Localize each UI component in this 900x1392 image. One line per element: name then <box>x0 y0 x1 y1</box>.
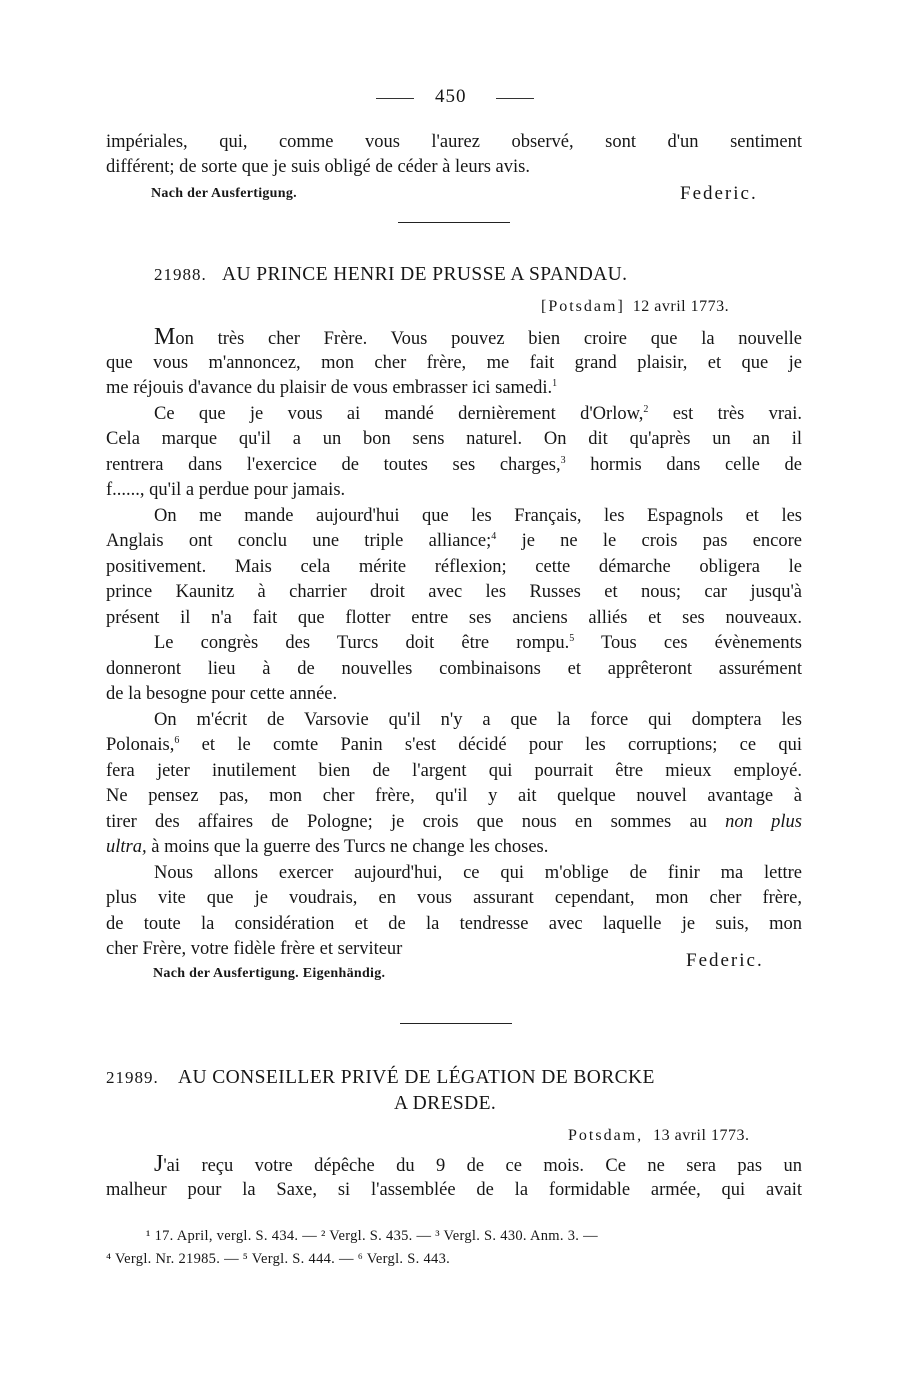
drop-initial-text: Mon très cher Frère. Vous pouvez bien croire que la nouvelle <box>154 324 802 350</box>
header-dash-left <box>376 98 414 99</box>
text-line: Cela marque qu'il a un bon sens naturel. On dit qu'après un an il <box>106 429 802 449</box>
letter-number: 21988. <box>154 265 207 284</box>
text-line: me réjouis d'avance du plaisir de vous embrasser ici samedi.$^1$ <box>106 378 558 398</box>
letter-date: 13 avril 1773. <box>653 1127 750 1144</box>
text-line: f......, qu'il a perdue pour jamais. <box>106 480 346 500</box>
footnote-mark: 4 <box>491 531 497 542</box>
text-line: J'ai reçu votre dépêche du 9 de ce mois. Ce ne sera pas un <box>154 1151 802 1177</box>
text-line: On m'écrit de Varsovie qu'il n'y a que la force qui domptera les <box>154 710 802 730</box>
footnote-mark: 2 <box>643 404 649 415</box>
footnote-mark: 6 <box>174 735 180 746</box>
source-note: Nach der Ausfertigung. Eigenhändig. <box>153 966 386 981</box>
text-line: Anglais ont conclu une triple alliance;$^4$ je ne le crois pas encore <box>106 531 802 551</box>
signature: Federic. <box>686 950 764 971</box>
text-line: de toute la considération et de la tendresse avec laquelle je suis, mon <box>106 914 802 934</box>
text-line: que vous m'annoncez, mon cher frère, me fait grand plaisir, et que je <box>106 353 802 373</box>
text-line: différent; de sorte que je suis obligé de céder à leurs avis. <box>106 157 530 177</box>
letter-dateline <box>541 298 729 316</box>
text-line: prince Kaunitz à charrier droit avec les Russes et nous; car jusqu'à <box>106 582 802 602</box>
letter-place: [Potsdam] <box>541 298 625 315</box>
section-divider <box>400 1023 512 1024</box>
text-line: plus vite que je voudrais, en vous assurant cependant, mon cher frère, <box>106 888 802 908</box>
source-note: Nach der Ausfertigung. <box>151 186 297 201</box>
letter-place: Potsdam, <box>568 1127 644 1144</box>
footnote-mark: 5 <box>569 633 575 644</box>
text-line <box>154 325 802 352</box>
text-line: positivement. Mais cela mérite réflexion; cette démarche obligera le <box>106 557 802 577</box>
italic-phrase: ultra, <box>106 837 147 857</box>
letter-title-cont: A DRESDE. <box>394 1093 497 1114</box>
text-line: cher Frère, votre fidèle frère et serviteur <box>106 939 403 959</box>
text-line: Ce que je vous ai mandé dernièrement d'Orlow,$^2$ est très vrai. <box>154 404 803 424</box>
text-line: présent il n'a fait que flotter entre ses anciens alliés et ses nouveaux. <box>106 608 802 628</box>
text-line: fera jeter inutilement bien de l'argent qui pourrait être mieux employé. <box>106 761 802 781</box>
text-line: impériales, qui, comme vous l'aurez observé, sont d'un sentiment <box>106 132 802 152</box>
text-line: rentrera dans l'exercice de toutes ses charges,$^3$ hormis dans celle de <box>106 455 803 475</box>
footnote-mark: 3 <box>560 455 566 466</box>
text-line: Polonais,$^6$ et le comte Panin s'est décidé pour les corruptions; ce qui <box>106 735 803 755</box>
text-line: Ne pensez pas, mon cher frère, qu'il y ait quelque nouvel avantage à <box>106 786 802 806</box>
letter-title: AU PRINCE HENRI DE PRUSSE A SPANDAU. <box>222 264 628 285</box>
letter-number: 21989. <box>106 1068 159 1087</box>
text-line: de la besogne pour cette année. <box>106 684 338 704</box>
footnote-mark: 1 <box>552 378 558 389</box>
letter-heading <box>106 264 802 286</box>
section-divider <box>398 222 510 223</box>
letter-dateline <box>568 1127 749 1145</box>
text-line: tirer des affaires de Pologne; je crois que nous en sommes au non plus <box>106 812 802 832</box>
letter-date: 12 avril 1773. <box>632 298 730 315</box>
text-line: Le congrès des Turcs doit être rompu.$^5$ Tous ces évènements <box>154 633 802 653</box>
signature: Federic. <box>680 183 758 204</box>
text-line: Nous allons exercer aujourd'hui, ce qui m'oblige de finir ma lettre <box>154 863 802 883</box>
text-line: ultra, à moins que la guerre des Turcs ne change les choses. <box>106 837 549 857</box>
text-line: On me mande aujourd'hui que les Français, les Espagnols et les <box>154 506 802 526</box>
letter-heading <box>106 1067 802 1089</box>
footnote-line: ⁴ Vergl. Nr. 21985. — ⁵ Vergl. S. 444. — ⁶ Vergl. S. 443. <box>106 1251 451 1267</box>
italic-phrase: non plus <box>725 812 802 832</box>
page-number: 450 <box>435 86 467 107</box>
text-line: donneront lieu à de nouvelles combinaisons et apprêteront assurément <box>106 659 802 679</box>
letter-title: AU CONSEILLER PRIVÉ DE LÉGATION DE BORCKE <box>178 1067 655 1088</box>
header-dash-right <box>496 98 534 99</box>
footnote-line: ¹ 17. April, vergl. S. 434. — ² Vergl. S. 435. — ³ Vergl. S. 430. Anm. 3. — <box>146 1228 598 1244</box>
text-line: malheur pour la Saxe, si l'assemblée de la formidable armée, qui avait <box>106 1180 802 1200</box>
